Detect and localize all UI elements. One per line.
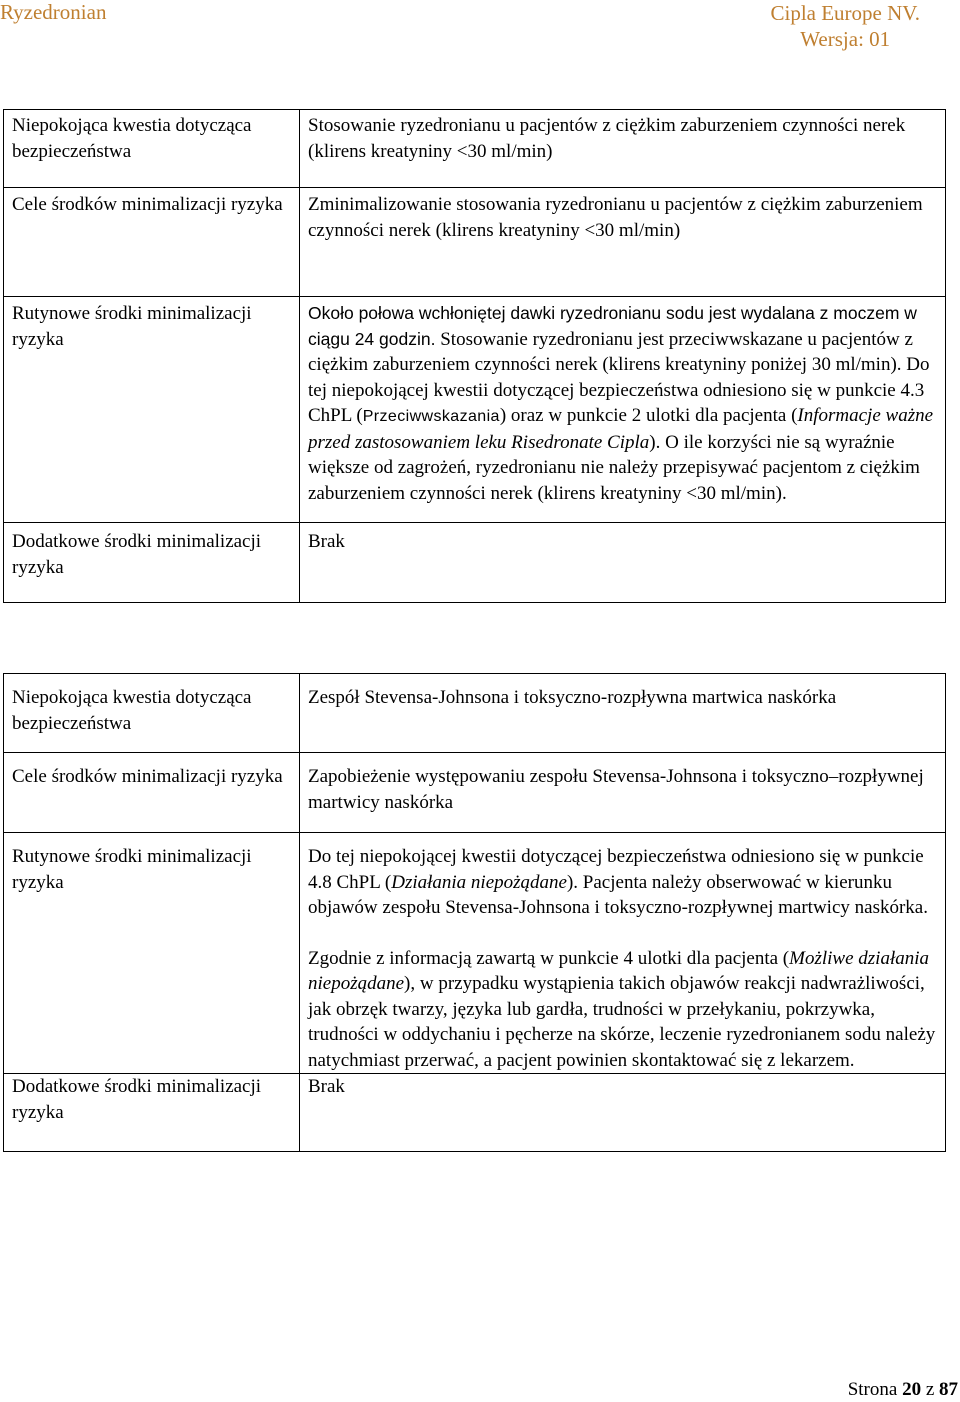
routine-paragraph-3: ) oraz w punkcie 2 ulotki dla pacjenta ( <box>499 405 798 426</box>
table-row-routine <box>4 833 946 1074</box>
routine-label: Rutynowe środki minimalizacji ryzyka <box>4 297 300 523</box>
routine-paragraph-4: ), w przypadku wystąpienia takich objawów reakcji nadwrażliwości, jak obrzęk twarzy, języka lub gardła, trudności w przełykaniu, pokrzywka, trudności w oddychaniu i pęcherze na skórze, leczenie ryzedronianem sodu należy natychmiast przerwać, a pacjent powinien skontaktować się z lekarzem. <box>308 973 936 1071</box>
header-company: Cipla Europe NV. <box>770 1 920 25</box>
goals-label: Cele środków minimalizacji ryzyka <box>4 188 300 297</box>
additional-text: Brak <box>300 1074 946 1152</box>
header-company-block <box>770 0 920 52</box>
routine-text <box>300 297 946 523</box>
page-total: 87 <box>939 1379 958 1400</box>
routine-ref-contraindications: Przeciwwskazania <box>362 408 500 425</box>
header-version: Wersja: 01 <box>800 27 891 51</box>
goals-label: Cele środków minimalizacji ryzyka <box>4 753 300 833</box>
concern-label: Niepokojąca kwestia dotycząca bezpieczeństwa <box>4 110 300 188</box>
concern-text: Zespół Stevensa-Johnsona i toksyczno-rozpływna martwica naskórka <box>300 674 946 753</box>
page-separator: z <box>925 1379 935 1400</box>
routine-ref-side-effects: Możliwe działania niepożądane <box>308 947 930 994</box>
page-current: 20 <box>902 1379 922 1400</box>
routine-ref-adverse: Działania niepożądane <box>391 871 567 893</box>
risk-table-sjs <box>3 673 946 1152</box>
additional-label: Dodatkowe środki minimalizacji ryzyka <box>4 523 300 603</box>
additional-label: Dodatkowe środki minimalizacji ryzyka <box>4 1074 300 1152</box>
routine-label: Rutynowe środki minimalizacji ryzyka <box>4 833 300 1074</box>
table-row-additional <box>4 1074 946 1152</box>
additional-text: Brak <box>300 523 946 603</box>
concern-text: Stosowanie ryzedronianu u pacjentów z ciężkim zaburzeniem czynności nerek (klirens kreatyniny <30 ml/min) <box>300 110 946 188</box>
risk-table-renal <box>3 109 946 603</box>
page-number <box>848 1378 958 1402</box>
goals-text: Zapobieżenie występowaniu zespołu Stevensa-Johnsona i toksyczno–rozpływnej martwicy naskórka <box>300 753 946 833</box>
routine-text <box>300 833 946 1074</box>
table-row-concern <box>4 110 946 188</box>
routine-paragraph-2: Stosowanie ryzedronianu jest przeciwwskazane u pacjentów z ciężkim zaburzeniem czynności nerek (klirens kreatyniny poniżej 30 ml/min). Do tej niepokojącej kwestii dotyczącej bezpieczeństwa odniesiono się w punkcie 4.3 ChPL ( <box>308 328 930 426</box>
page-prefix: Strona <box>847 1379 898 1400</box>
goals-text: Zminimalizowanie stosowania ryzedronianu u pacjentów z ciężkim zaburzeniem czynności nerek (klirens kreatyniny <30 ml/min) <box>300 188 946 297</box>
routine-paragraph-1: Do tej niepokojącej kwestii dotyczącej bezpieczeństwa odniesiono się w punkcie 4.8 ChPL ( <box>308 846 924 893</box>
routine-paragraph-2: ). Pacjenta należy obserwować w kierunku objawów zespołu Stevensa-Johnsona i toksyczno-rozpływnej martwicy naskórka. <box>308 871 928 918</box>
header-product-name: Ryzedronian <box>0 0 107 24</box>
table-row-goals <box>4 753 946 833</box>
routine-ref-leaflet: Informacje ważne przed zastosowaniem leku Risedronate Cipla <box>308 405 934 453</box>
concern-label: Niepokojąca kwestia dotycząca bezpieczeństwa <box>4 674 300 753</box>
table-row-additional <box>4 523 946 603</box>
routine-paragraph-3: Zgodnie z informacją zawartą w punkcie 4 ulotki dla pacjenta ( <box>308 947 790 969</box>
table-row-concern <box>4 674 946 753</box>
routine-paragraph-4: ). O ile korzyści nie są wyraźnie większe od zagrożeń, ryzedronianu nie należy przepisywać pacjentom z ciężkim zaburzeniem czynności nerek (klirens kreatyniny <30 ml/min). <box>308 431 920 504</box>
routine-paragraph-1: Około połowa wchłoniętej dawki ryzedronianu sodu jest wydalana z moczem w ciągu 24 godzin. <box>308 303 917 349</box>
table-row-routine <box>4 297 946 523</box>
table-row-goals <box>4 188 946 297</box>
